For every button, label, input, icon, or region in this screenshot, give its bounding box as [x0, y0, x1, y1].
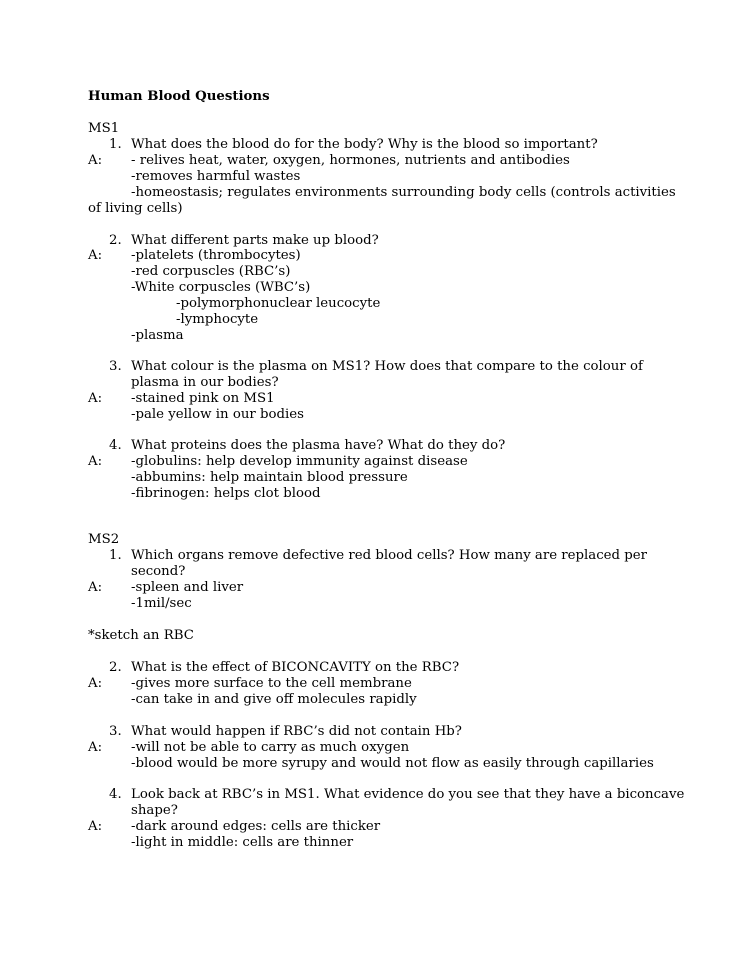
answer-line: of living cells) [88, 201, 183, 216]
question-number: 4. [109, 787, 122, 802]
question-number: 2. [109, 233, 122, 248]
answer-line: -gives more surface to the cell membrane [131, 676, 412, 691]
answer-label: A: [88, 454, 103, 469]
answer-line: -red corpuscles (RBC’s) [131, 264, 291, 279]
question-text: What does the blood do for the body? Why is the blood so important? [131, 137, 598, 152]
question-number: 1. [109, 548, 122, 563]
question-text: plasma in our bodies? [131, 375, 279, 390]
answer-label: A: [88, 580, 103, 595]
question-text: What is the effect of BICONCAVITY on the RBC? [131, 660, 460, 675]
answer-line: -1mil/sec [131, 596, 192, 611]
answer-line: -blood would be more syrupy and would not flow as easily through capillaries [131, 756, 654, 771]
question-text: shape? [131, 803, 178, 818]
answer-line: -dark around edges: cells are thicker [131, 819, 381, 834]
question-text: Look back at RBC’s in MS1. What evidence do you see that they have a biconcave [131, 787, 685, 802]
answer-subline: -lymphocyte [176, 312, 259, 327]
answer-line: -White corpuscles (WBC’s) [131, 280, 311, 295]
answer-line: -platelets (thrombocytes) [131, 248, 301, 263]
section-heading-ms1: MS1 [88, 121, 120, 136]
question-number: 3. [109, 359, 122, 374]
answer-line: -can take in and give off molecules rapidly [131, 692, 417, 707]
answer-line: - relives heat, water, oxygen, hormones, nutrients and antibodies [131, 153, 570, 168]
answer-line: -globulins: help develop immunity against disease [131, 454, 468, 469]
answer-line: -will not be able to carry as much oxygen [131, 740, 410, 755]
answer-label: A: [88, 676, 103, 691]
question-text: What proteins does the plasma have? What do they do? [131, 438, 506, 453]
answer-line: -plasma [131, 328, 184, 343]
section-heading-ms2: MS2 [88, 532, 120, 547]
question-text: What different parts make up blood? [131, 233, 379, 248]
answer-label: A: [88, 153, 103, 168]
answer-line: -spleen and liver [131, 580, 244, 595]
answer-label: A: [88, 391, 103, 406]
document-title: Human Blood Questions [88, 89, 270, 104]
answer-line: -abbumins: help maintain blood pressure [131, 470, 408, 485]
question-text: What colour is the plasma on MS1? How does that compare to the colour of [131, 359, 643, 374]
answer-label: A: [88, 248, 103, 263]
answer-label: A: [88, 819, 103, 834]
answer-line: -pale yellow in our bodies [131, 407, 304, 422]
question-number: 3. [109, 724, 122, 739]
answer-line: -removes harmful wastes [131, 169, 301, 184]
question-number: 1. [109, 137, 122, 152]
answer-line: -fibrinogen: helps clot blood [131, 486, 321, 501]
answer-line: -homeostasis; regulates environments surrounding body cells (controls activities [131, 185, 676, 200]
question-text: Which organs remove defective red blood cells? How many are replaced per [131, 548, 648, 563]
answer-line: -stained pink on MS1 [131, 391, 275, 406]
answer-line: -light in middle: cells are thinner [131, 835, 354, 850]
sketch-instruction: *sketch an RBC [88, 628, 194, 643]
question-number: 4. [109, 438, 122, 453]
answer-label: A: [88, 740, 103, 755]
question-text: What would happen if RBC’s did not contain Hb? [131, 724, 462, 739]
answer-subline: -polymorphonuclear leucocyte [176, 296, 381, 311]
question-number: 2. [109, 660, 122, 675]
question-text: second? [131, 564, 186, 579]
